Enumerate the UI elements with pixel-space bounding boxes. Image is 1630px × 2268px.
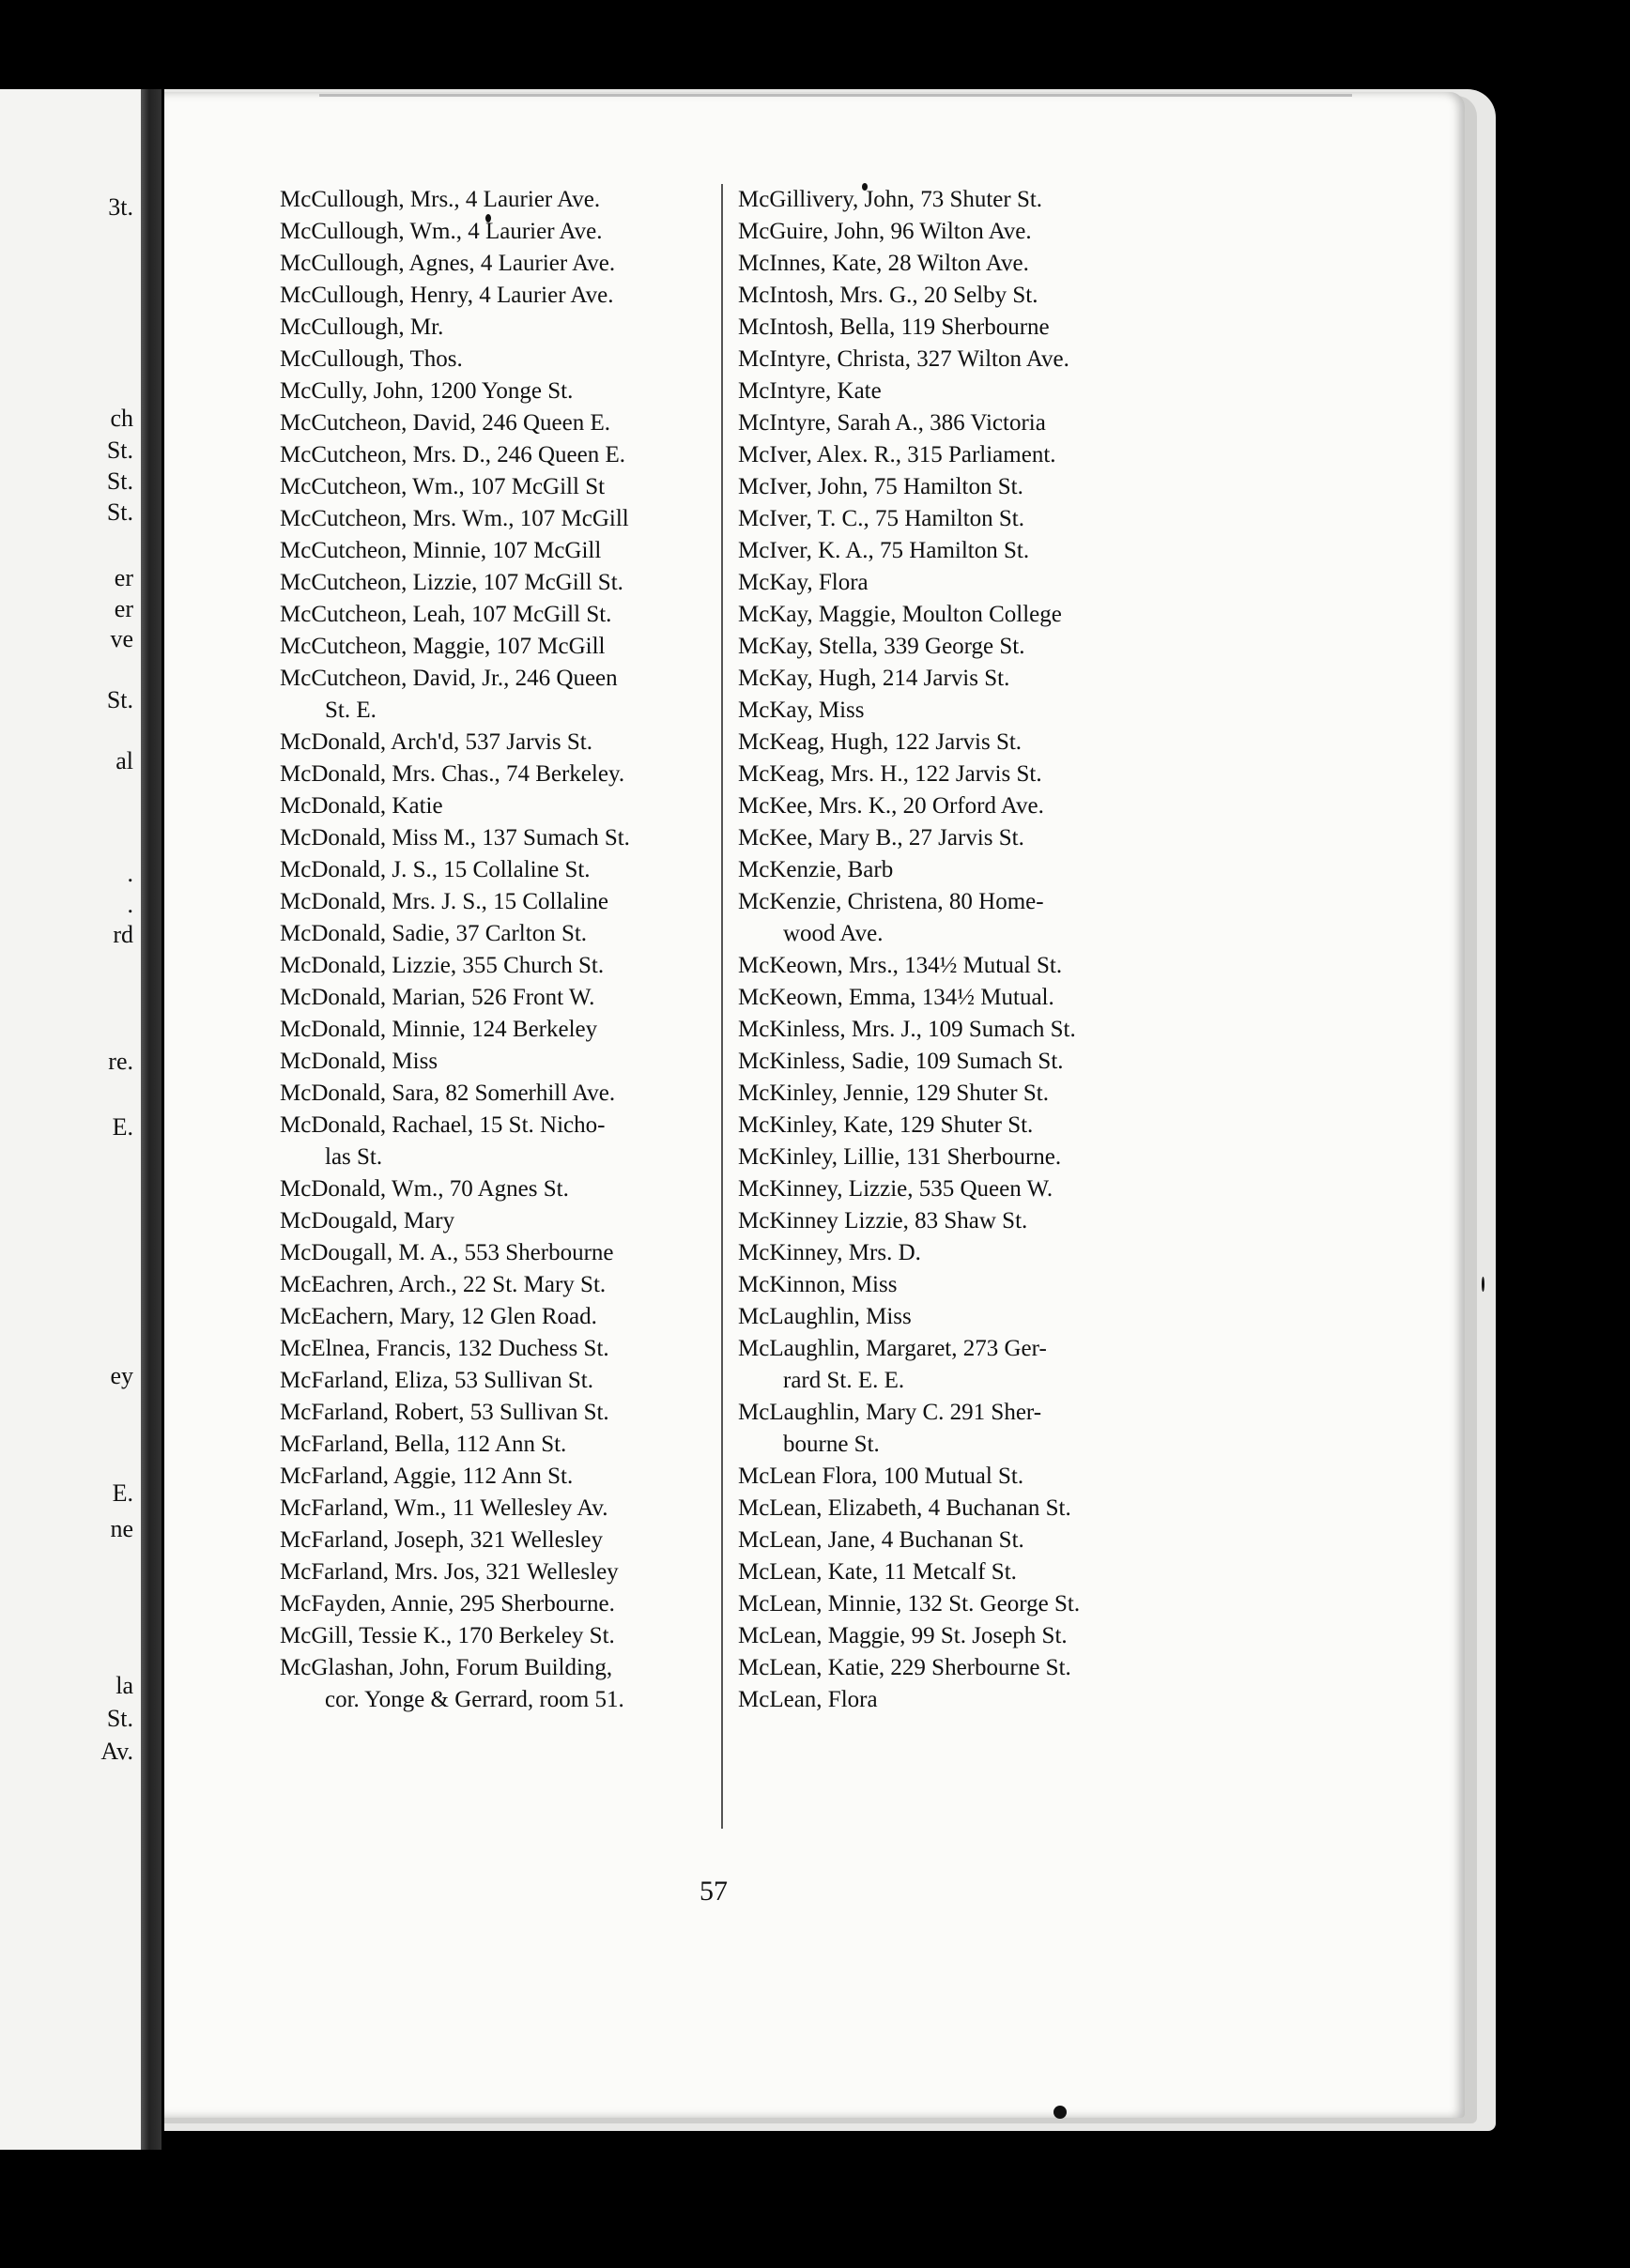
directory-entry — [280, 1205, 712, 1237]
entry-text: McIntosh, Mrs. G., 20 Selby St. — [738, 283, 1038, 308]
directory-entry — [738, 1110, 1189, 1142]
entry-text: McIver, T. C., 75 Hamilton St. — [738, 506, 1024, 531]
entry-text: McDonald, Wm., 70 Agnes St. — [280, 1176, 569, 1202]
entry-text: McCullough, Wm., 4 Laurier Ave. — [280, 219, 603, 244]
directory-entry — [738, 1556, 1189, 1588]
directory-entry — [280, 1333, 712, 1365]
adjacent-page-text: ey — [110, 1362, 133, 1389]
directory-entry — [738, 1333, 1189, 1397]
directory-entry — [280, 375, 712, 407]
entry-text: McGlashan, John, Forum Building, — [280, 1655, 613, 1680]
adjacent-page-text: . — [127, 891, 133, 918]
entry-text: McIver, K. A., 75 Hamilton St. — [738, 538, 1030, 563]
adjacent-page-text: ch — [110, 405, 133, 432]
entry-continuation: cor. Yonge & Gerrard, room 51. — [325, 1687, 624, 1712]
entry-text: McFarland, Eliza, 53 Sullivan St. — [280, 1368, 593, 1393]
entry-text: McDougall, M. A., 553 Sherbourne — [280, 1240, 614, 1265]
directory-entry — [280, 1397, 712, 1429]
entry-text: McDonald, J. S., 15 Collaline St. — [280, 857, 591, 882]
entry-text: McCutcheon, Mrs. Wm., 107 McGill — [280, 506, 629, 531]
entry-text: McKinless, Mrs. J., 109 Sumach St. — [738, 1017, 1076, 1042]
entry-text: McKinley, Jennie, 129 Shuter St. — [738, 1080, 1049, 1106]
entry-text: McCutcheon, Lizzie, 107 McGill St. — [280, 570, 623, 595]
directory-entry — [738, 503, 1189, 535]
adjacent-page-text: St. — [106, 1705, 133, 1732]
entry-text: McCullough, Agnes, 4 Laurier Ave. — [280, 251, 616, 276]
entry-text: McGill, Tessie K., 170 Berkeley St. — [280, 1623, 615, 1648]
directory-entry — [738, 1525, 1189, 1556]
directory-entry — [738, 344, 1189, 375]
entry-text: McCutcheon, Minnie, 107 McGill — [280, 538, 602, 563]
entry-text: McDonald, Mrs. J. S., 15 Collaline — [280, 889, 608, 914]
entry-text: McCullough, Thos. — [280, 346, 463, 372]
directory-entry — [280, 663, 712, 727]
directory-entry — [738, 439, 1189, 471]
entry-text: McFarland, Joseph, 321 Wellesley — [280, 1527, 603, 1553]
entry-text: McEachren, Arch., 22 St. Mary St. — [280, 1272, 607, 1297]
entry-text: McCullough, Mr. — [280, 314, 444, 340]
entry-text: McIntyre, Christa, 327 Wilton Ave. — [738, 346, 1069, 372]
entry-text: McDonald, Lizzie, 355 Church St. — [280, 953, 605, 978]
adjacent-page-text: E. — [112, 1479, 133, 1507]
directory-entry — [280, 1493, 712, 1525]
directory-entry — [738, 1620, 1189, 1652]
entry-text: McKinney Lizzie, 83 Shaw St. — [738, 1208, 1028, 1234]
entry-text: McKinney, Lizzie, 535 Queen W. — [738, 1176, 1053, 1202]
entry-text: McDonald, Miss — [280, 1049, 438, 1074]
adjacent-page-text: St. — [106, 498, 133, 526]
entry-text: McFarland, Mrs. Jos, 321 Wellesley — [280, 1559, 619, 1585]
entry-text: McLean, Kate, 11 Metcalf St. — [738, 1559, 1017, 1585]
entry-text: McEachern, Mary, 12 Glen Road. — [280, 1304, 597, 1329]
column-divider — [721, 184, 723, 1829]
directory-entry — [280, 1078, 712, 1110]
entry-text: McGillivery, John, 73 Shuter St. — [738, 187, 1043, 212]
page-number: 57 — [700, 1876, 728, 1907]
directory-entry — [280, 918, 712, 950]
directory-entry — [280, 1620, 712, 1652]
entry-text: McCutcheon, Leah, 107 McGill St. — [280, 602, 612, 627]
directory-entry — [280, 1269, 712, 1301]
directory-entry — [738, 1301, 1189, 1333]
directory-entry — [280, 184, 712, 216]
adjacent-page-text: Av. — [100, 1738, 133, 1765]
directory-entry — [738, 1205, 1189, 1237]
directory-entry — [738, 567, 1189, 599]
directory-entry — [738, 1237, 1189, 1269]
entry-text: McKay, Stella, 339 George St. — [738, 634, 1025, 659]
entry-text: McDonald, Sadie, 37 Carlton St. — [280, 921, 588, 946]
directory-entry — [280, 790, 712, 822]
entry-text: McKay, Hugh, 214 Jarvis St. — [738, 666, 1010, 691]
directory-entry — [738, 822, 1189, 854]
directory-entry — [738, 1269, 1189, 1301]
directory-entry — [280, 503, 712, 535]
directory-entry — [280, 567, 712, 599]
entry-text: McKenzie, Barb — [738, 857, 894, 882]
entry-text: McCullough, Henry, 4 Laurier Ave. — [280, 283, 614, 308]
directory-entry — [738, 599, 1189, 631]
entry-text: McCutcheon, David, Jr., 246 Queen — [280, 666, 618, 691]
directory-entry — [738, 886, 1189, 950]
directory-entry — [738, 790, 1189, 822]
book-gutter — [141, 89, 161, 2150]
directory-entry — [738, 312, 1189, 344]
directory-entry — [738, 184, 1189, 216]
entry-text: McKay, Miss — [738, 697, 865, 723]
adjacent-page-text: ne — [110, 1515, 133, 1542]
entry-text: McKeown, Emma, 134½ Mutual. — [738, 985, 1054, 1010]
directory-entry — [280, 344, 712, 375]
entry-text: McDonald, Minnie, 124 Berkeley — [280, 1017, 598, 1042]
directory-column-right — [738, 184, 1189, 1716]
directory-entry — [280, 535, 712, 567]
directory-entry — [738, 1397, 1189, 1461]
directory-entry — [280, 1429, 712, 1461]
entry-text: McKay, Maggie, Moulton College — [738, 602, 1062, 627]
directory-entry — [280, 248, 712, 280]
adjacent-page-text: 3t. — [108, 193, 133, 221]
directory-entry — [280, 599, 712, 631]
entry-text: McKeag, Hugh, 122 Jarvis St. — [738, 729, 1023, 755]
entry-text: McLean, Maggie, 99 St. Joseph St. — [738, 1623, 1068, 1648]
directory-entry — [738, 1684, 1189, 1716]
entry-continuation: las St. — [325, 1144, 383, 1170]
adjacent-page-text: er — [114, 564, 133, 591]
directory-entry — [738, 1652, 1189, 1684]
directory-entry — [280, 1237, 712, 1269]
directory-entry — [738, 631, 1189, 663]
entry-text: McIntosh, Bella, 119 Sherbourne — [738, 314, 1050, 340]
adjacent-page-text: St. — [106, 437, 133, 464]
directory-entry — [280, 1588, 712, 1620]
entry-text: McIntyre, Sarah A., 386 Victoria — [738, 410, 1046, 436]
directory-entry — [280, 1461, 712, 1493]
entry-text: McKinless, Sadie, 109 Sumach St. — [738, 1049, 1064, 1074]
entry-continuation: bourne St. — [783, 1432, 880, 1457]
entry-text: McKeag, Mrs. H., 122 Jarvis St. — [738, 761, 1042, 787]
entry-text: McDougald, Mary — [280, 1208, 455, 1234]
directory-entry — [738, 695, 1189, 727]
entry-continuation: rard St. E. E. — [783, 1368, 905, 1393]
directory-entry — [738, 727, 1189, 759]
entry-text: McIver, John, 75 Hamilton St. — [738, 474, 1023, 499]
entry-text: McFarland, Bella, 112 Ann St. — [280, 1432, 567, 1457]
entry-text: McFarland, Aggie, 112 Ann St. — [280, 1463, 574, 1489]
directory-entry — [280, 631, 712, 663]
ink-speck — [1053, 2106, 1067, 2119]
entry-text: McLean, Jane, 4 Buchanan St. — [738, 1527, 1024, 1553]
adjacent-page-text: . — [127, 860, 133, 887]
directory-entry — [280, 216, 712, 248]
directory-entry — [738, 1142, 1189, 1173]
entry-text: McDonald, Marian, 526 Front W. — [280, 985, 595, 1010]
adjacent-page-text: re. — [108, 1048, 133, 1075]
directory-entry — [738, 950, 1189, 982]
entry-text: McKay, Flora — [738, 570, 869, 595]
directory-entry — [738, 1493, 1189, 1525]
adjacent-page — [0, 89, 141, 2150]
directory-entry — [738, 535, 1189, 567]
directory-entry — [280, 407, 712, 439]
entry-text: McFarland, Robert, 53 Sullivan St. — [280, 1400, 609, 1425]
entry-text: McElnea, Francis, 132 Duchess St. — [280, 1336, 609, 1361]
directory-entry — [280, 759, 712, 790]
directory-entry — [280, 1365, 712, 1397]
directory-entry — [280, 727, 712, 759]
entry-text: McKinley, Lillie, 131 Sherbourne. — [738, 1144, 1062, 1170]
entry-text: McLaughlin, Mary C. 291 Sher- — [738, 1400, 1042, 1425]
adjacent-page-text: St. — [106, 467, 133, 495]
directory-entry — [738, 1046, 1189, 1078]
directory-entry — [738, 248, 1189, 280]
directory-entry — [738, 759, 1189, 790]
entry-text: McCutcheon, Mrs. D., 246 Queen E. — [280, 442, 625, 467]
directory-entry — [738, 280, 1189, 312]
entry-text: McGuire, John, 96 Wilton Ave. — [738, 219, 1032, 244]
directory-entry — [280, 312, 712, 344]
directory-entry — [280, 439, 712, 471]
directory-entry — [738, 854, 1189, 886]
entry-text: McLean, Katie, 229 Sherbourne St. — [738, 1655, 1071, 1680]
entry-text: McDonald, Miss M., 137 Sumach St. — [280, 825, 630, 850]
directory-entry — [738, 1078, 1189, 1110]
entry-text: McIver, Alex. R., 315 Parliament. — [738, 442, 1056, 467]
entry-text: McKinney, Mrs. D. — [738, 1240, 921, 1265]
directory-entry — [280, 1525, 712, 1556]
directory-entry — [738, 216, 1189, 248]
directory-entry — [280, 1652, 712, 1716]
directory-entry — [738, 1014, 1189, 1046]
entry-text: McCutcheon, Wm., 107 McGill St — [280, 474, 606, 499]
directory-entry — [280, 886, 712, 918]
directory-entry — [280, 1556, 712, 1588]
entry-continuation: St. E. — [325, 697, 377, 723]
directory-entry — [280, 1173, 712, 1205]
directory-column-left — [280, 184, 712, 1716]
entry-text: McLaughlin, Margaret, 273 Ger- — [738, 1336, 1047, 1361]
directory-entry — [738, 407, 1189, 439]
entry-text: McKinnon, Miss — [738, 1272, 898, 1297]
entry-text: McFarland, Wm., 11 Wellesley Av. — [280, 1495, 608, 1521]
adjacent-page-text: ve — [110, 625, 133, 652]
entry-text: McLean Flora, 100 Mutual St. — [738, 1463, 1024, 1489]
directory-entry — [280, 950, 712, 982]
directory-entry — [280, 280, 712, 312]
adjacent-page-text: la — [115, 1672, 133, 1699]
entry-text: McLean, Flora — [738, 1687, 878, 1712]
adjacent-page-text: St. — [106, 686, 133, 713]
directory-entry — [280, 854, 712, 886]
entry-continuation: wood Ave. — [783, 921, 884, 946]
entry-text: McLean, Minnie, 132 St. George St. — [738, 1591, 1081, 1617]
directory-entry — [738, 663, 1189, 695]
directory-entry — [280, 1014, 712, 1046]
entry-text: McInnes, Kate, 28 Wilton Ave. — [738, 251, 1029, 276]
adjacent-page-text: rd — [113, 921, 133, 948]
entry-text: McDonald, Arch'd, 537 Jarvis St. — [280, 729, 592, 755]
entry-text: McKenzie, Christena, 80 Home- — [738, 889, 1044, 914]
directory-entry — [280, 1046, 712, 1078]
entry-text: McDonald, Sara, 82 Somerhill Ave. — [280, 1080, 616, 1106]
entry-text: McKee, Mrs. K., 20 Orford Ave. — [738, 793, 1044, 819]
adjacent-page-text: er — [114, 595, 133, 622]
directory-entry — [280, 982, 712, 1014]
page-top-edge — [319, 94, 1352, 97]
directory-entry — [738, 1588, 1189, 1620]
directory-entry — [738, 1461, 1189, 1493]
entry-text: McCutcheon, David, 246 Queen E. — [280, 410, 611, 436]
entry-text: McCullough, Mrs., 4 Laurier Ave. — [280, 187, 601, 212]
entry-text: McDonald, Mrs. Chas., 74 Berkeley. — [280, 761, 625, 787]
directory-entry — [280, 1301, 712, 1333]
directory-entry — [738, 982, 1189, 1014]
directory-entry — [280, 471, 712, 503]
entry-text: McFayden, Annie, 295 Sherbourne. — [280, 1591, 615, 1617]
entry-text: McKinley, Kate, 129 Shuter St. — [738, 1112, 1034, 1138]
entry-text: McDonald, Rachael, 15 St. Nicho- — [280, 1112, 606, 1138]
entry-text: McKeown, Mrs., 134½ Mutual St. — [738, 953, 1063, 978]
entry-text: McCutcheon, Maggie, 107 McGill — [280, 634, 606, 659]
adjacent-page-text: al — [115, 747, 133, 774]
entry-text: McIntyre, Kate — [738, 378, 882, 404]
entry-text: McKee, Mary B., 27 Jarvis St. — [738, 825, 1024, 850]
directory-entry — [280, 822, 712, 854]
directory-entry — [738, 375, 1189, 407]
entry-text: McCully, John, 1200 Yonge St. — [280, 378, 574, 404]
directory-entry — [738, 471, 1189, 503]
directory-entry — [738, 1173, 1189, 1205]
directory-entry — [280, 1110, 712, 1173]
ink-speck — [1482, 1277, 1484, 1292]
adjacent-page-text: E. — [112, 1113, 133, 1141]
entry-text: McDonald, Katie — [280, 793, 443, 819]
entry-text: McLaughlin, Miss — [738, 1304, 912, 1329]
entry-text: McLean, Elizabeth, 4 Buchanan St. — [738, 1495, 1071, 1521]
